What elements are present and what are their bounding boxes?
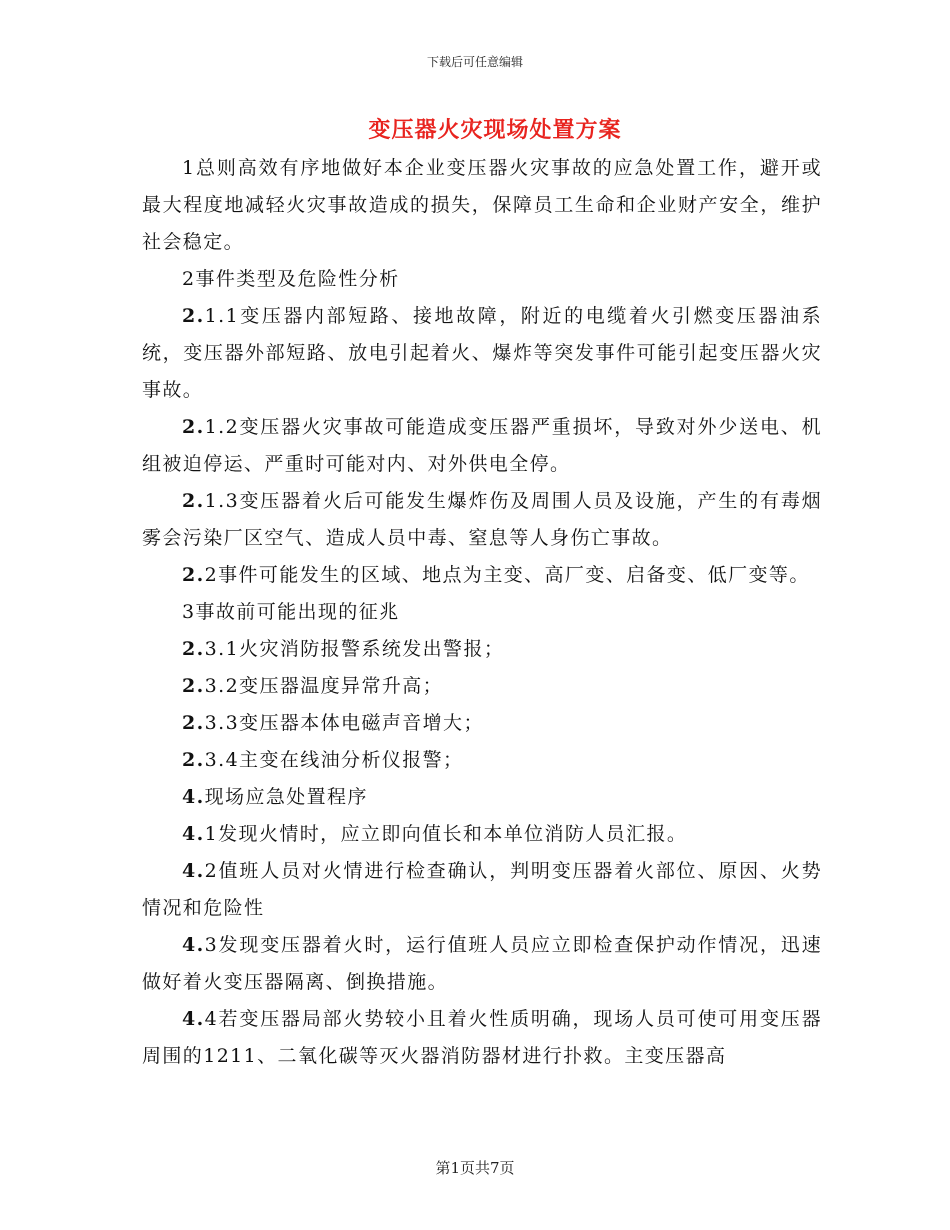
paragraph xyxy=(142,668,822,705)
paragraph-text: 3.1火灾消防报警系统发出警报； xyxy=(204,638,505,660)
section-number: 2. xyxy=(182,675,205,697)
paragraph xyxy=(142,557,822,594)
section-number: 4. xyxy=(182,823,205,845)
paragraph xyxy=(142,150,822,261)
paragraph xyxy=(142,853,822,927)
paragraph-text: 2事件可能发生的区域、地点为主变、高厂变、启备变、低厂变等。 xyxy=(204,564,810,586)
paragraph-text: 1.1变压器内部短路、接地故障，附近的电缆着火引燃变压器油系统，变压器外部短路、放电引起着火、爆炸等突发事件可能引起变压器火灾事故。 xyxy=(142,305,822,401)
section-number: 2. xyxy=(182,749,205,771)
paragraph-text: 2值班人员对火情进行检查确认，判明变压器着火部位、原因、火势情况和危险性 xyxy=(142,860,822,919)
section-number: 4. xyxy=(182,786,205,808)
section-number: 4. xyxy=(182,860,205,882)
paragraph-text: 1.3变压器着火后可能发生爆炸伤及周围人员及设施，产生的有毒烟雾会污染厂区空气、造成人员中毒、窒息等人身伤亡事故。 xyxy=(142,490,822,549)
paragraph xyxy=(142,631,822,668)
paragraph xyxy=(142,409,822,483)
section-number: 2. xyxy=(182,305,205,327)
document-body xyxy=(142,150,822,1075)
paragraph xyxy=(142,483,822,557)
paragraph xyxy=(142,1001,822,1075)
document-title: 变压器火灾现场处置方案 xyxy=(368,117,622,143)
paragraph xyxy=(142,779,822,816)
paragraph-text: 2事件类型及危险性分析 xyxy=(182,268,400,290)
section-number: 4. xyxy=(182,1008,205,1030)
section-number: 2. xyxy=(182,416,205,438)
header-note: 下载后可任意编辑 xyxy=(426,55,523,69)
paragraph xyxy=(142,261,822,298)
section-number: 2. xyxy=(182,638,205,660)
paragraph-text: 3.3变压器本体电磁声音增大； xyxy=(204,712,484,734)
paragraph xyxy=(142,298,822,409)
paragraph xyxy=(142,816,822,853)
paragraph xyxy=(142,742,822,779)
paragraph-text: 1总则高效有序地做好本企业变压器火灾事故的应急处置工作，避开或最大程度地减轻火灾事故造成的损失，保障员工生命和企业财产安全，维护社会稳定。 xyxy=(142,157,822,253)
paragraph-text: 4若变压器局部火势较小且着火性质明确，现场人员可使可用变压器周围的1211、二氧化碳等灭火器消防器材进行扑救。主变压器高 xyxy=(142,1008,822,1067)
section-number: 2. xyxy=(182,712,205,734)
paragraph-text: 1.2变压器火灾事故可能造成变压器严重损坏，导致对外少送电、机组被迫停运、严重时可能对内、对外供电全停。 xyxy=(142,416,822,475)
paragraph-text: 3发现变压器着火时，运行值班人员应立即检查保护动作情况，迅速做好着火变压器隔离、倒换措施。 xyxy=(142,934,822,993)
paragraph-text: 3.4主变在线油分析仪报警； xyxy=(204,749,464,771)
paragraph-text: 1发现火情时，应立即向值长和本单位消防人员汇报。 xyxy=(204,823,688,845)
page-footer: 第1页共7页 xyxy=(435,1159,515,1177)
paragraph-text: 3事故前可能出现的征兆 xyxy=(182,601,400,623)
section-number: 2. xyxy=(182,564,205,586)
section-number: 2. xyxy=(182,490,205,512)
paragraph xyxy=(142,705,822,742)
paragraph xyxy=(142,927,822,1001)
section-number: 4. xyxy=(182,934,205,956)
paragraph xyxy=(142,594,822,631)
paragraph-text: 3.2变压器温度异常升高； xyxy=(204,675,444,697)
paragraph-text: 现场应急处置程序 xyxy=(204,786,368,808)
